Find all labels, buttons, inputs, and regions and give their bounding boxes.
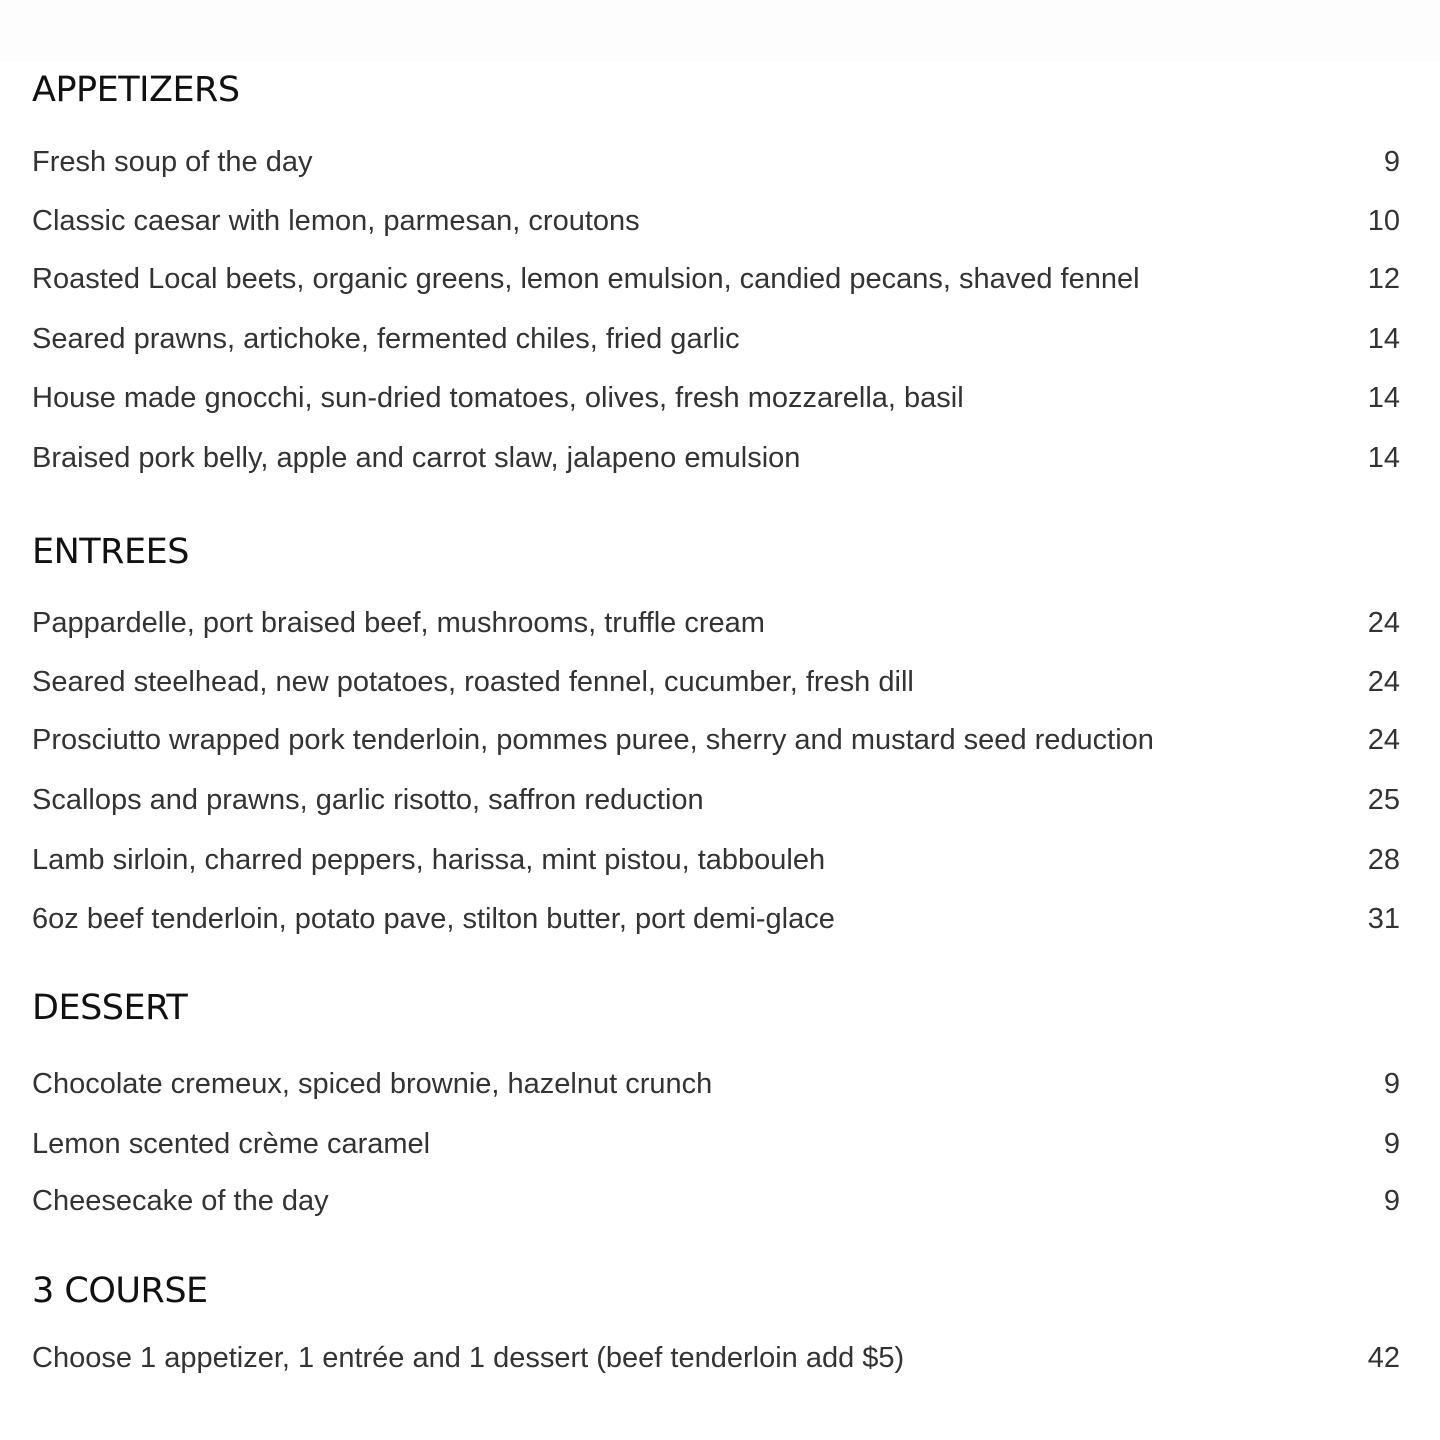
menu-item (32, 665, 1400, 699)
item-name: Classic caesar with lemon, parmesan, croutons (32, 204, 640, 237)
item-price: 25 (1367, 783, 1400, 816)
item-price: 9 (1383, 1127, 1400, 1160)
item-name: Seared prawns, artichoke, fermented chiles, fried garlic (32, 322, 740, 355)
item-name: Pappardelle, port braised beef, mushrooms, truffle cream (32, 606, 765, 639)
item-price: 14 (1367, 441, 1400, 474)
item-price: 12 (1367, 262, 1400, 295)
item-name: Prosciutto wrapped pork tenderloin, pommes puree, sherry and mustard seed reduction (32, 723, 1154, 756)
item-name: Cheesecake of the day (32, 1184, 329, 1217)
item-price: 14 (1367, 322, 1400, 355)
item-price: 9 (1383, 145, 1400, 178)
menu-item (32, 902, 1400, 936)
item-price: 28 (1367, 843, 1400, 876)
menu-item (32, 1341, 1400, 1375)
item-price: 14 (1367, 381, 1400, 414)
menu-item (32, 381, 1400, 415)
item-price: 42 (1367, 1341, 1400, 1374)
item-price: 24 (1367, 723, 1400, 756)
item-name: House made gnocchi, sun-dried tomatoes, olives, fresh mozzarella, basil (32, 381, 964, 414)
section-heading-dessert: DESSERT (32, 988, 188, 1028)
menu-item (32, 723, 1400, 757)
item-name: Chocolate cremeux, spiced brownie, hazelnut crunch (32, 1067, 713, 1100)
menu-item (32, 843, 1400, 877)
item-name: Lemon scented crème caramel (32, 1127, 431, 1160)
menu-item (32, 204, 1400, 238)
menu-item (32, 606, 1400, 640)
item-name: Roasted Local beets, organic greens, lemon emulsion, candied pecans, shaved fennel (32, 262, 1140, 295)
item-name: Seared steelhead, new potatoes, roasted fennel, cucumber, fresh dill (32, 665, 914, 698)
menu-item (32, 322, 1400, 356)
item-name: Fresh soup of the day (32, 145, 313, 178)
item-price: 9 (1383, 1067, 1400, 1100)
section-heading-3-course: 3 COURSE (32, 1271, 208, 1311)
section-heading-entrees: ENTREES (32, 532, 189, 572)
menu-item (32, 145, 1400, 179)
menu-item (32, 1184, 1400, 1218)
item-price: 31 (1367, 902, 1400, 935)
menu-item (32, 1067, 1400, 1101)
item-name: Choose 1 appetizer, 1 entrée and 1 dessert (beef tenderloin add $5) (32, 1341, 905, 1374)
item-name: Scallops and prawns, garlic risotto, saffron reduction (32, 783, 704, 816)
menu-item (32, 262, 1400, 296)
menu-item (32, 1127, 1400, 1161)
menu-item (32, 783, 1400, 817)
item-name: 6oz beef tenderloin, potato pave, stilton butter, port demi-glace (32, 902, 835, 935)
item-name: Braised pork belly, apple and carrot slaw, jalapeno emulsion (32, 441, 801, 474)
top-band (0, 0, 1440, 62)
item-price: 24 (1367, 665, 1400, 698)
item-price: 10 (1367, 204, 1400, 237)
item-name: Lamb sirloin, charred peppers, harissa, mint pistou, tabbouleh (32, 843, 826, 876)
item-price: 9 (1383, 1184, 1400, 1217)
item-price: 24 (1367, 606, 1400, 639)
section-heading-appetizers: APPETIZERS (32, 70, 240, 110)
menu-item (32, 441, 1400, 475)
